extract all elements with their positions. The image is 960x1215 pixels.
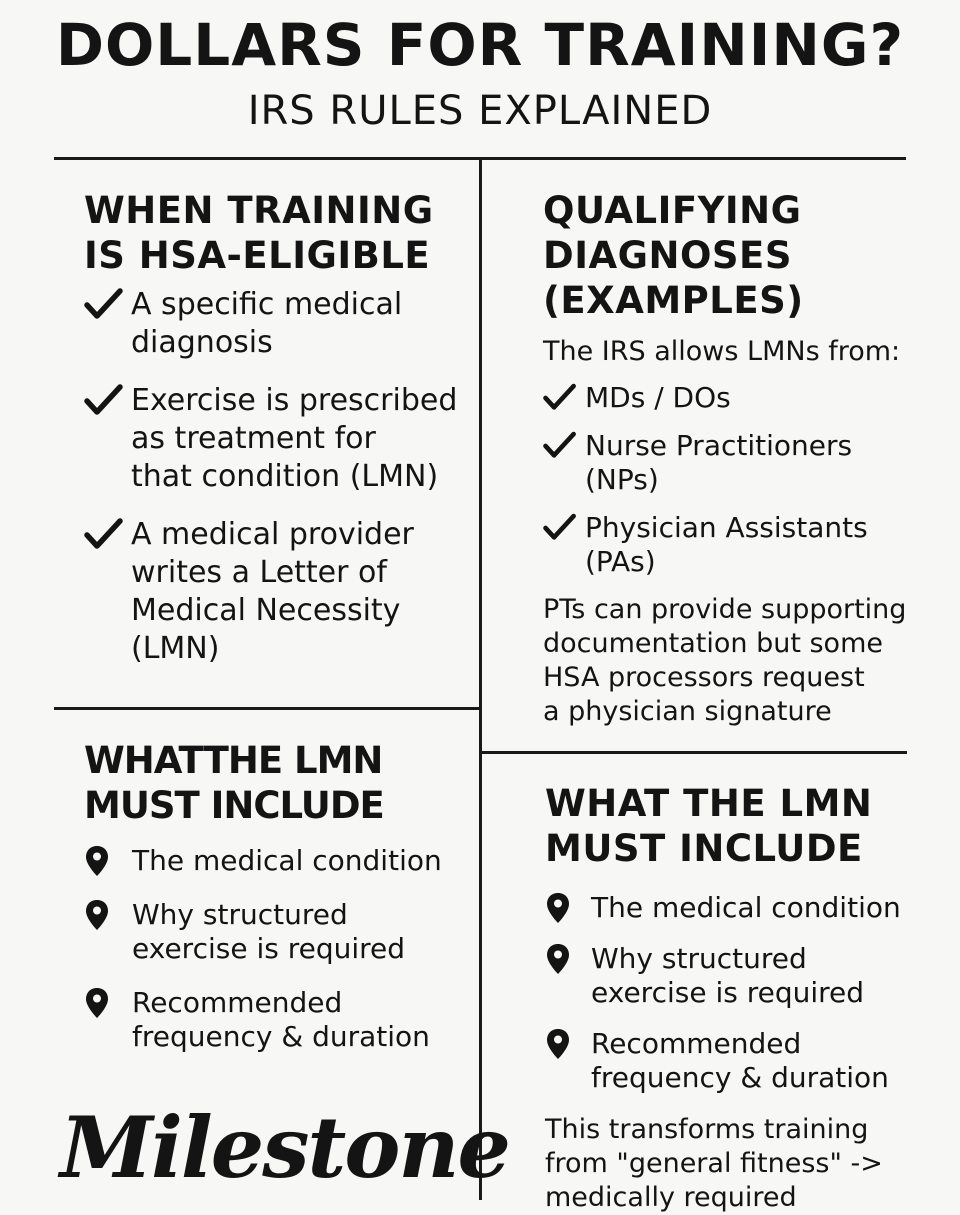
page-subtitle: IRS RULES EXPLAINED [247, 88, 713, 134]
note-line: This transforms training [545, 1114, 869, 1145]
item-line: A specific medical [131, 287, 403, 322]
left-row-divider [54, 707, 481, 710]
list-item [84, 286, 479, 362]
milestone-logo: Milestone [60, 1098, 509, 1197]
location-pin-icon [84, 986, 118, 1020]
item-line: (LMN) [131, 631, 220, 666]
providers-intro: The IRS allows LMNs from: [543, 336, 901, 367]
item-line: (NPs) [585, 463, 659, 496]
list-item [84, 516, 479, 668]
item-line: frequency & duration [132, 1020, 430, 1053]
note-line: HSA processors request [543, 662, 865, 693]
qualifying-diagnoses-heading [543, 188, 933, 323]
check-icon [543, 429, 577, 463]
note-line: from "general fitness" -> [545, 1148, 883, 1179]
lmn-requirements-right-panel [545, 781, 940, 1215]
heading-line: WHAT THE LMN [545, 782, 873, 825]
heading-line: WHEN TRAINING [84, 189, 434, 232]
vertical-divider [479, 158, 482, 1200]
list-item [84, 844, 479, 878]
item-line: that condition (LMN) [131, 459, 439, 494]
item-line: Why structured [591, 942, 807, 975]
right-row-divider [481, 751, 907, 754]
list-item [543, 381, 933, 415]
hsa-eligible-panel [84, 188, 479, 668]
location-pin-icon [545, 1027, 579, 1061]
item-line: A medical provider [131, 517, 414, 552]
list-item [543, 511, 933, 579]
qualifying-diagnoses-panel [543, 188, 933, 729]
item-line: frequency & duration [591, 1061, 889, 1094]
item-line: as treatment for [131, 421, 376, 456]
item-line: diagnosis [131, 325, 273, 360]
lmn-requirements-heading [545, 781, 940, 871]
hsa-eligible-heading [84, 188, 479, 278]
note-line: medically required [545, 1182, 797, 1213]
list-item [84, 382, 479, 496]
note-line: PTs can provide supporting [543, 594, 907, 625]
heading-line: IS HSA-ELIGIBLE [84, 234, 431, 277]
list-item [545, 891, 940, 925]
list-item [84, 898, 479, 966]
location-pin-icon [84, 898, 118, 932]
note-line: documentation but some [543, 628, 883, 659]
check-icon [543, 381, 577, 415]
item-line: Exercise is prescribed [131, 383, 458, 418]
item-line: Physician Assistants [585, 511, 868, 544]
item-line: The medical condition [132, 844, 442, 877]
lmn-requirements-heading [84, 738, 479, 828]
heading-line: MUST INCLUDE [84, 784, 384, 827]
item-line: Recommended [591, 1027, 802, 1060]
item-line: The medical condition [591, 891, 901, 924]
note-line: a physician signature [543, 696, 832, 727]
lmn-requirements-left-panel [84, 738, 479, 1054]
item-line: exercise is required [132, 932, 406, 965]
heading-line: DIAGNOSES [543, 234, 792, 277]
item-line: (PAs) [585, 545, 656, 578]
item-line: exercise is required [591, 976, 865, 1009]
list-item [545, 942, 940, 1010]
heading-line: QUALIFYING [543, 189, 802, 232]
location-pin-icon [545, 891, 579, 925]
list-item [545, 1027, 940, 1095]
check-icon [84, 382, 124, 420]
item-line: Recommended [132, 986, 343, 1019]
check-icon [84, 286, 124, 324]
heading-line: MUST INCLUDE [545, 827, 863, 870]
item-line: MDs / DOs [585, 381, 731, 414]
item-line: Nurse Practitioners [585, 429, 853, 462]
check-icon [543, 511, 577, 545]
item-line: Medical Necessity [131, 593, 401, 628]
item-line: writes a Letter of [131, 555, 387, 590]
check-icon [84, 516, 124, 554]
list-item [84, 986, 479, 1054]
location-pin-icon [545, 942, 579, 976]
pt-documentation-note [543, 593, 933, 729]
list-item [543, 429, 933, 497]
heading-line: WHATTHE LMN [84, 739, 383, 782]
item-line: Why structured [132, 898, 348, 931]
location-pin-icon [84, 844, 118, 878]
heading-line: (EXAMPLES) [543, 279, 804, 322]
page-title: DOLLARS FOR TRAINING? [55, 11, 905, 79]
